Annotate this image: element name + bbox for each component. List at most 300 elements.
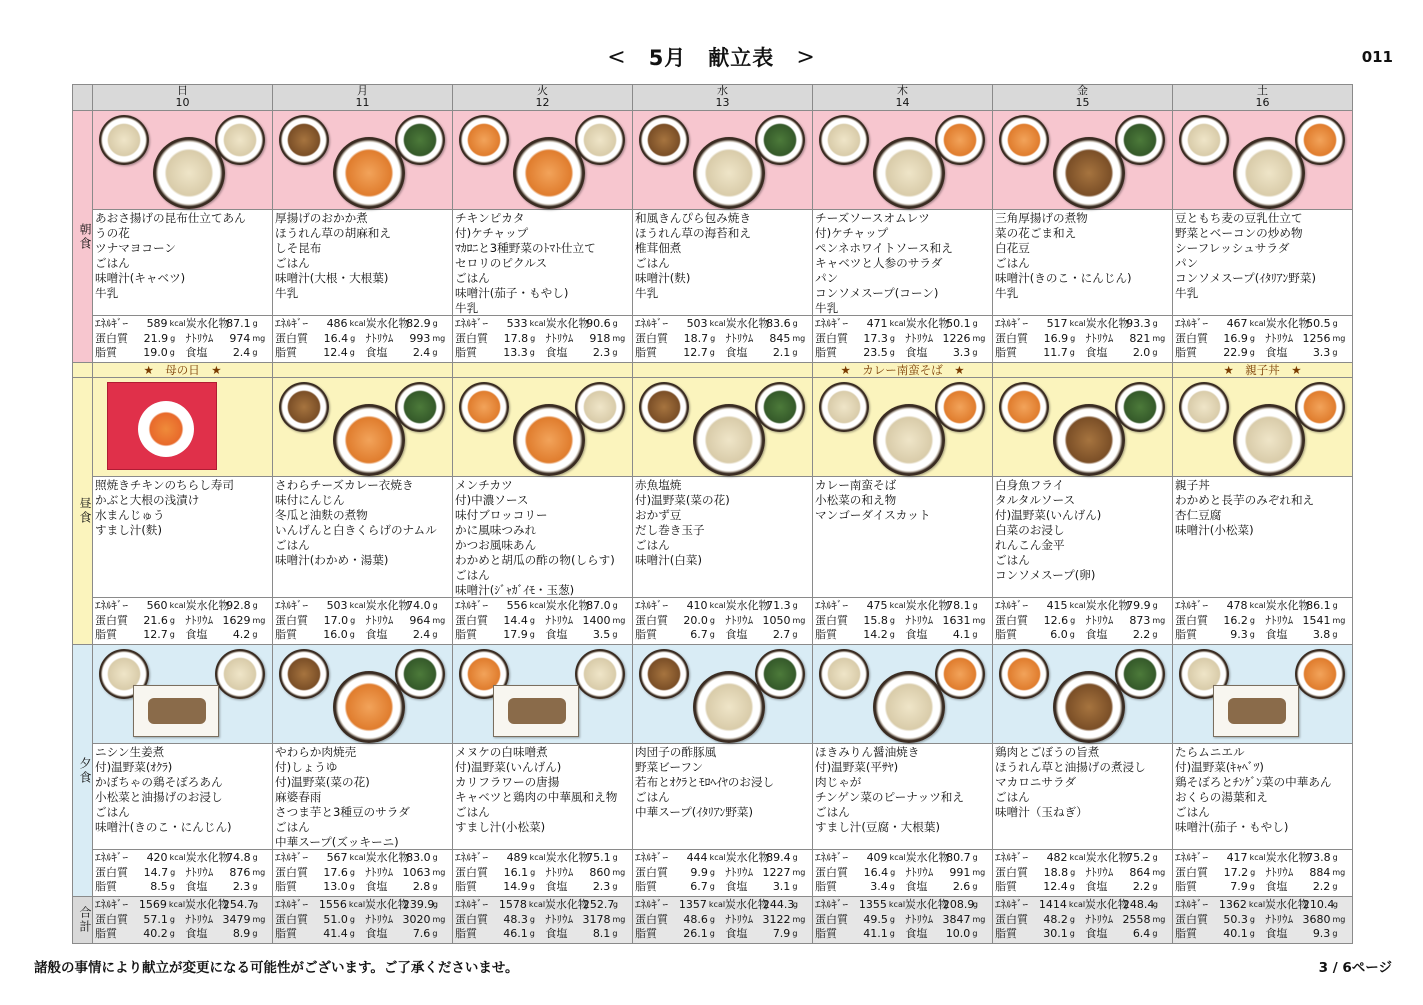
- nutrient-unit: mg: [432, 914, 446, 924]
- nutrient-value-energy: 420: [146, 851, 168, 864]
- nutrient-unit: mg: [252, 615, 266, 625]
- nutrient-label-sodium: ﾅﾄﾘｳﾑ: [905, 331, 933, 345]
- nutrition-row: [275, 614, 450, 629]
- side-dish-photo: [99, 115, 149, 165]
- nutrient-value-energy: 415: [1046, 599, 1068, 612]
- nutrient-label-energy: ｴﾈﾙｷﾞｰ: [995, 898, 1028, 911]
- lunch-dishes-row: [73, 477, 1353, 598]
- nutrient-label-salt: 食塩: [365, 628, 388, 641]
- nutrient-label-salt: 食塩: [1085, 927, 1108, 940]
- dish-name: ごはん: [1175, 805, 1210, 819]
- dish-name: ごはん: [995, 790, 1030, 804]
- nutrition-block: [1173, 598, 1352, 644]
- nutrient-label-protein: 蛋白質: [95, 865, 128, 879]
- nutrient-label-protein: 蛋白質: [275, 613, 308, 627]
- nutrient-unit: kcal: [349, 319, 366, 328]
- dish-name: ほきみりん醤油焼き: [815, 745, 920, 759]
- nutrition-cell: [273, 850, 453, 897]
- nutrition-cell: [93, 850, 273, 897]
- nutrient-label-fat: 脂質: [995, 927, 1017, 940]
- nutrition-row: [275, 851, 450, 866]
- nutrient-unit: g: [972, 348, 978, 357]
- dish-name: 牛乳: [275, 286, 299, 300]
- nutrient-value-carb: 75.1: [586, 851, 611, 864]
- nutrient-label-salt: 食塩: [725, 346, 748, 359]
- nutrient-unit: g: [349, 882, 355, 891]
- dish-name: さつま芋と3種豆のサラダ: [275, 805, 410, 819]
- nutrient-unit: mg: [1152, 333, 1166, 343]
- nutrient-label-fat: 脂質: [815, 628, 837, 641]
- nutrient-label-salt: 食塩: [365, 927, 388, 940]
- nutrient-value-protein: 49.5: [863, 912, 888, 926]
- nutrition-block: [813, 850, 992, 896]
- nutrient-value-sodium: 884: [1309, 865, 1331, 879]
- nutrient-label-protein: 蛋白質: [635, 613, 668, 627]
- nutrient-unit: g: [1249, 914, 1255, 924]
- nutrient-label-salt: 食塩: [545, 927, 568, 940]
- nutrient-unit: mg: [1152, 615, 1166, 625]
- nutrition-row: [815, 880, 990, 895]
- nutrient-unit: g: [252, 348, 258, 357]
- photo-area: [633, 111, 812, 209]
- nutrient-unit: kcal: [529, 319, 546, 328]
- dish-name: 牛乳: [995, 286, 1019, 300]
- nutrition-block: [273, 316, 452, 362]
- nutrient-value-salt: 7.6: [412, 927, 431, 940]
- nutrition-block: [633, 598, 812, 644]
- day-of-week: 日: [177, 84, 188, 97]
- nutrient-unit: g: [792, 882, 798, 891]
- nutrition-block: [93, 850, 272, 896]
- nutrient-value-salt: 3.5: [592, 628, 611, 641]
- nutrient-value-sodium: 3178: [582, 912, 611, 926]
- nutrient-label-salt: 食塩: [905, 628, 928, 641]
- nutrient-unit: kcal: [529, 601, 546, 610]
- nutrient-label-sodium: ﾅﾄﾘｳﾑ: [905, 865, 934, 879]
- special-cell: [993, 363, 1173, 378]
- nutrient-unit: g: [1152, 929, 1158, 938]
- nutrient-value-energy: 1414: [1038, 898, 1067, 911]
- nutrition-block: [993, 850, 1172, 896]
- side-dish-photo: [279, 115, 329, 165]
- nutrient-value-protein: 20.0: [683, 613, 708, 627]
- side-dish-photo: [639, 382, 689, 432]
- nutrient-label-salt: 食塩: [185, 880, 208, 893]
- nutrient-value-protein: 16.9: [1043, 331, 1069, 345]
- nutrient-unit: g: [169, 882, 175, 891]
- nutrient-value-protein: 18.8: [1043, 865, 1069, 879]
- nutrition-row: [635, 332, 810, 347]
- dish-name: チーズソースオムレツ: [815, 211, 930, 225]
- nutrient-label-energy: ｴﾈﾙｷﾞｰ: [95, 317, 128, 330]
- side-dish-photo: [395, 115, 445, 165]
- nutrient-unit: kcal: [1249, 319, 1266, 328]
- nutrition-cell: [1173, 850, 1353, 897]
- photo-area: [273, 111, 452, 209]
- dish-name: 味噌汁(きのこ・にんじん): [995, 271, 1132, 285]
- dish-name: 付)温野菜(いんげん): [995, 508, 1102, 522]
- nutrient-unit: kcal: [349, 601, 366, 610]
- nutrient-unit: kcal: [1069, 601, 1086, 610]
- nutrition-row: [95, 913, 270, 928]
- nutrition-row: [455, 332, 630, 347]
- nutrition-row: [95, 599, 270, 614]
- nutrition-row: [1175, 317, 1350, 332]
- nutrition-row: [635, 866, 810, 881]
- nutrient-label-fat: 脂質: [275, 880, 297, 893]
- dish-name: ごはん: [275, 820, 310, 834]
- nutrient-label-protein: 蛋白質: [95, 613, 128, 627]
- dish-name: 付)温野菜(いんげん): [455, 760, 562, 774]
- nutrient-label-carb: 炭水化物: [185, 317, 230, 330]
- meal-photo: [1173, 111, 1353, 210]
- nutrient-label-energy: ｴﾈﾙｷﾞｰ: [275, 317, 308, 330]
- side-dish-photo: [575, 115, 625, 165]
- dish-name: ごはん: [995, 256, 1030, 270]
- nutrient-value-carb: 89.4: [766, 851, 791, 864]
- nutrition-row: [1175, 880, 1350, 895]
- nutrient-unit: kcal: [169, 319, 186, 328]
- nutrient-value-fat: 22.9: [1223, 346, 1248, 359]
- special-cell: [453, 363, 633, 378]
- nutrient-value-fat: 23.5: [863, 346, 888, 359]
- nutrient-value-salt: 2.3: [592, 880, 611, 893]
- nutrient-value-sodium: 993: [409, 331, 431, 345]
- nutrient-unit: g: [612, 929, 618, 938]
- nutrient-label-protein: 蛋白質: [1175, 613, 1208, 627]
- nutrition-row: [95, 628, 270, 643]
- nutrient-label-protein: 蛋白質: [1175, 865, 1208, 879]
- dish-name: すまし汁(豆腐・大根葉): [815, 820, 940, 834]
- dish-list: [453, 744, 632, 849]
- nutrition-row: [995, 346, 1170, 361]
- dish-list-cell: [993, 744, 1173, 850]
- nutrient-value-salt: 2.4: [412, 346, 431, 359]
- day-header: [993, 85, 1173, 111]
- nutrition-cell: [453, 850, 633, 897]
- nutrient-unit: g: [709, 630, 715, 639]
- nutrient-label-energy: ｴﾈﾙｷﾞｰ: [455, 317, 488, 330]
- nutrient-label-carb: 炭水化物: [545, 317, 590, 330]
- meal-photo: [273, 111, 453, 210]
- dish-list: [1173, 210, 1352, 315]
- dish-name: マカロニサラダ: [995, 775, 1077, 789]
- nutrient-value-energy: 533: [506, 317, 528, 330]
- main-dish-photo: [693, 671, 765, 743]
- nutrition-row: [1175, 599, 1350, 614]
- nutrient-value-protein: 21.6: [143, 613, 168, 627]
- main-dish-photo: [693, 404, 765, 476]
- nutrient-value-fat: 26.1: [683, 927, 708, 940]
- dish-name: やわらか肉焼売: [275, 745, 357, 759]
- total-cell: [453, 897, 633, 944]
- nutrient-unit: mg: [1332, 914, 1346, 924]
- nutrient-value-salt: 2.2: [1312, 880, 1331, 893]
- nutrient-unit: g: [889, 348, 895, 357]
- total-cell: [273, 897, 453, 944]
- nutrient-label-carb: 炭水化物: [185, 851, 230, 864]
- nutrient-label-protein: 蛋白質: [635, 865, 668, 879]
- dish-list: [273, 744, 452, 849]
- nutrient-unit: g: [349, 914, 355, 924]
- nutrient-unit: g: [350, 333, 356, 343]
- nutrient-label-carb: 炭水化物: [725, 851, 770, 864]
- dish-name: 野菜ビーフン: [635, 760, 704, 774]
- nutrient-label-sodium: ﾅﾄﾘｳﾑ: [1085, 331, 1114, 345]
- nutrient-value-fat: 40.2: [143, 927, 168, 940]
- dish-name: 味噌汁(茄子・もやし): [1175, 820, 1289, 834]
- side-dish-photo: [1115, 382, 1165, 432]
- nutrient-label-salt: 食塩: [185, 927, 208, 940]
- dish-name: シーフレッシュサラダ: [1175, 241, 1290, 255]
- nutrition-cell: [453, 598, 633, 645]
- nutrient-unit: g: [252, 853, 258, 862]
- dish-name: パン: [1175, 256, 1199, 270]
- nutrient-unit: kcal: [709, 319, 726, 328]
- meal-photo: [813, 378, 993, 477]
- nutrient-unit: g: [350, 615, 356, 625]
- meal-photo: [1173, 378, 1353, 477]
- nutrient-label-fat: 脂質: [635, 346, 657, 359]
- side-dish-photo: [999, 115, 1049, 165]
- nutrient-unit: g: [612, 348, 618, 357]
- dish-name: コンソメスープ(コーン): [815, 286, 939, 300]
- nutrient-label-energy: ｴﾈﾙｷﾞｰ: [815, 851, 848, 864]
- dish-list-cell: [633, 477, 813, 598]
- nutrient-unit: g: [709, 615, 715, 625]
- dish-name: 付)中濃ソース: [455, 493, 529, 507]
- nutrient-unit: g: [1249, 630, 1255, 639]
- nutrient-unit: g: [530, 333, 536, 343]
- dish-name: タルタルソース: [995, 493, 1076, 507]
- nutrient-value-protein: 48.3: [503, 912, 528, 926]
- dish-name: 味噌汁(きのこ・にんじん): [95, 820, 232, 834]
- nutrient-label-sodium: ﾅﾄﾘｳﾑ: [185, 331, 214, 345]
- side-dish-photo: [819, 382, 869, 432]
- nutrient-label-sodium: ﾅﾄﾘｳﾑ: [185, 613, 213, 627]
- main-dish-photo: [1053, 404, 1125, 476]
- nutrient-unit: g: [1249, 929, 1255, 938]
- nutrient-value-protein: 17.6: [323, 865, 348, 879]
- nutrient-value-salt: 2.3: [592, 346, 611, 359]
- dish-name: かぶと大根の浅漬け: [95, 493, 200, 507]
- breakfast-nutrition-row: [73, 316, 1353, 363]
- nutrition-cell: [1173, 316, 1353, 363]
- nutrient-value-sodium: 964: [409, 613, 431, 627]
- nutrient-unit: mg: [972, 914, 986, 924]
- nutrient-unit: g: [1070, 867, 1076, 877]
- nutrient-value-salt: 6.4: [1132, 927, 1151, 940]
- nutrition-row: [815, 614, 990, 629]
- nutrient-label-salt: 食塩: [545, 880, 568, 893]
- nutrient-label-fat: 脂質: [455, 927, 477, 940]
- dish-name: 水まんじゅう: [95, 508, 165, 522]
- nutrient-label-carb: 炭水化物: [905, 851, 950, 864]
- dish-name: 小松菜と油揚げのお浸し: [95, 790, 223, 804]
- nutrition-row: [275, 332, 450, 347]
- nutrient-value-fat: 13.3: [503, 346, 528, 359]
- dish-list: [813, 744, 992, 849]
- nutrient-label-salt: 食塩: [545, 346, 568, 359]
- nutrient-label-sodium: ﾅﾄﾘｳﾑ: [545, 331, 574, 345]
- menu-table: [72, 84, 1353, 944]
- dish-name: わかめと長芋のみぞれ和え: [1175, 493, 1315, 507]
- dish-name: コンソメスープ(卵): [995, 568, 1096, 582]
- nutrition-block: [1173, 850, 1352, 896]
- nutrient-value-carb: 244.3: [762, 898, 795, 911]
- total-cell: [1173, 897, 1353, 944]
- nutrient-label-sodium: ﾅﾄﾘｳﾑ: [1265, 613, 1293, 627]
- tray-photo: [107, 382, 217, 470]
- dish-list-cell: [273, 210, 453, 316]
- day-header: [1173, 85, 1353, 111]
- nutrient-value-salt: 3.3: [952, 346, 971, 359]
- dish-name: 付)温野菜(ｷｬﾍﾞﾂ): [1175, 760, 1264, 774]
- nutrient-unit: g: [972, 853, 978, 862]
- day-date: 14: [895, 96, 910, 109]
- nutrient-unit: g: [792, 853, 798, 862]
- photo-area: [813, 111, 992, 209]
- nutrient-unit: kcal: [349, 853, 366, 862]
- nutrient-label-sodium: ﾅﾄﾘｳﾑ: [365, 912, 393, 926]
- nutrient-unit: kcal: [529, 853, 546, 862]
- dish-name: 牛乳: [635, 286, 659, 300]
- nutrient-label-carb: 炭水化物: [725, 317, 770, 330]
- side-dish-photo: [395, 382, 445, 432]
- nutrient-value-carb: 50.1: [946, 317, 971, 330]
- nutrition-cell: [453, 316, 633, 363]
- nutrient-value-fat: 13.0: [323, 880, 348, 893]
- page-title: [607, 42, 816, 72]
- next-month-arrow[interactable]: >: [796, 44, 816, 70]
- nutrition-cell: [993, 850, 1173, 897]
- nutrition-row: [995, 599, 1170, 614]
- nutrient-label-salt: 食塩: [725, 880, 748, 893]
- dinner-dishes-row: [73, 744, 1353, 850]
- dish-name: ごはん: [455, 568, 490, 582]
- nutrient-unit: mg: [792, 867, 806, 877]
- nutrition-row: [455, 614, 630, 629]
- dish-name: おかず豆: [635, 508, 682, 522]
- nutrient-label-salt: 食塩: [1265, 880, 1288, 893]
- special-menu-label: ★ 親子丼 ★: [1223, 363, 1302, 377]
- nutrient-label-energy: ｴﾈﾙｷﾞｰ: [635, 599, 668, 612]
- nutrient-value-sodium: 1541: [1302, 613, 1331, 627]
- nutrient-label-energy: ｴﾈﾙｷﾞｰ: [455, 898, 488, 911]
- nutrient-value-salt: 3.3: [1312, 346, 1331, 359]
- nutrient-value-energy: 517: [1046, 317, 1068, 330]
- dish-list: [1173, 477, 1352, 597]
- nutrient-value-sodium: 860: [589, 865, 611, 879]
- nutrient-unit: kcal: [889, 853, 906, 862]
- prev-month-arrow[interactable]: <: [607, 44, 627, 70]
- nutrient-unit: g: [1069, 929, 1075, 938]
- nutrient-label-carb: 炭水化物: [365, 851, 410, 864]
- day-header: [273, 85, 453, 111]
- nutrient-label-energy: ｴﾈﾙｷﾞｰ: [815, 317, 848, 330]
- dish-list: [993, 210, 1172, 315]
- dish-name: しそ昆布: [275, 241, 322, 255]
- side-dish-photo: [1179, 115, 1229, 165]
- nutrient-value-fat: 14.9: [503, 880, 528, 893]
- nutrient-label-carb: 炭水化物: [904, 898, 949, 911]
- dish-list: [633, 744, 812, 849]
- nutrient-unit: mg: [612, 333, 626, 343]
- dish-name: 味付にんじん: [275, 493, 345, 507]
- nutrient-unit: g: [529, 630, 535, 639]
- nutrient-value-energy: 1569: [138, 898, 167, 911]
- title-row: [0, 42, 1423, 76]
- dish-list: [1173, 744, 1352, 849]
- side-dish-photo: [755, 115, 805, 165]
- nutrition-block: [633, 316, 812, 362]
- side-dish-photo: [1295, 382, 1345, 432]
- dish-name: 椎茸佃煮: [635, 241, 682, 255]
- nutrient-label-fat: 脂質: [815, 346, 837, 359]
- nutrient-label-fat: 脂質: [815, 927, 837, 940]
- nutrition-block: [1173, 316, 1352, 362]
- special-cell: [93, 363, 273, 378]
- nutrient-label-salt: 食塩: [725, 927, 748, 940]
- nutrient-value-protein: 16.4: [863, 865, 889, 879]
- photo-area: [93, 645, 272, 743]
- nutrient-unit: g: [529, 882, 535, 891]
- dish-name: 杏仁豆腐: [1175, 508, 1222, 522]
- nutrient-value-sodium: 876: [229, 865, 251, 879]
- nutrition-row: [95, 332, 270, 347]
- nutrient-unit: g: [1332, 882, 1338, 891]
- nutrition-row: [635, 346, 810, 361]
- nutrient-value-energy: 589: [146, 317, 168, 330]
- nutrient-label-fat: 脂質: [1175, 927, 1197, 940]
- nutrient-value-salt: 10.0: [945, 927, 971, 940]
- side-dish-photo: [935, 115, 985, 165]
- nutrient-label-fat: 脂質: [455, 880, 477, 893]
- nutrient-unit: g: [530, 867, 536, 877]
- nutrient-unit: mg: [432, 333, 446, 343]
- nutrient-value-carb: 208.9: [942, 898, 975, 911]
- dish-name: かぼちゃの鶏そぼろあん: [95, 775, 223, 789]
- dish-name: だし巻き玉子: [635, 523, 705, 537]
- breakfast-photo-row: [73, 111, 1353, 210]
- nutrition-row: [275, 628, 450, 643]
- dish-name: さわらチーズカレー衣焼き: [275, 478, 414, 492]
- day-of-week: 水: [717, 84, 728, 97]
- photo-area: [273, 378, 452, 476]
- nutrient-unit: mg: [612, 615, 626, 625]
- special-cell: [633, 363, 813, 378]
- dish-name: 冬瓜と油麩の煮物: [275, 508, 368, 522]
- nutrient-label-energy: ｴﾈﾙｷﾞｰ: [455, 599, 488, 612]
- nutrient-value-fat: 30.1: [1043, 927, 1068, 940]
- nutrient-unit: g: [972, 882, 978, 891]
- nutrient-value-protein: 17.8: [503, 331, 529, 345]
- nutrient-unit: g: [972, 900, 978, 909]
- dish-list: [993, 477, 1172, 597]
- nutrient-unit: g: [1332, 348, 1338, 357]
- main-dish-photo: [333, 671, 405, 743]
- nutrient-unit: g: [1152, 900, 1158, 909]
- nutrition-row: [635, 614, 810, 629]
- footer-note: 諸般の事情により献立が変更になる可能性がございます。ご了承くださいませ。: [34, 960, 519, 976]
- nutrition-row: [815, 332, 990, 347]
- nutrition-cell: [93, 598, 273, 645]
- nutrient-label-protein: 蛋白質: [995, 865, 1028, 879]
- nutrition-row: [995, 628, 1170, 643]
- total-cell: [93, 897, 273, 944]
- nutrition-row: [1175, 913, 1350, 928]
- nutrient-unit: g: [1250, 867, 1256, 877]
